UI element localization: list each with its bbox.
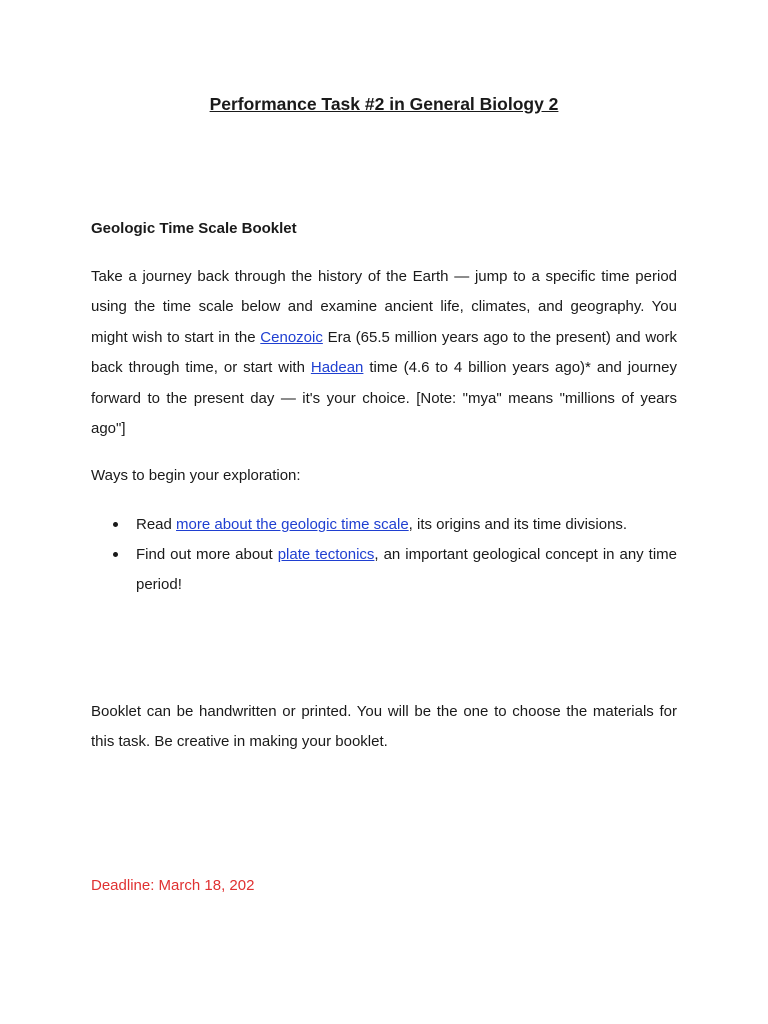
bullet-icon <box>113 522 118 527</box>
booklet-note: Booklet can be handwritten or printed. You will be the one to choose the materials for this task. Be creative in making your booklet. <box>91 703 677 751</box>
intro-text-1: Take a journey back through the history of the Earth — jump to a specific time period using the time scale below and examine ancient life, climates, and geography. You might wish to start in the <box>91 268 677 346</box>
bullet-icon <box>113 552 118 557</box>
bullet-prefix: Read <box>136 516 177 533</box>
deadline-text: Deadline: March 18, 202 <box>91 877 255 894</box>
list-item <box>91 510 677 540</box>
plate-tectonics-link[interactable]: plate tectonics <box>277 545 375 563</box>
geologic-time-scale-link[interactable]: more about the geologic time scale <box>176 516 409 533</box>
intro-text-3: time (4.6 to 4 billion years ago)* and journey forward to the present day — it's your choice. [Note: "mya" means "millions of years ago"] <box>91 359 677 438</box>
intro-text-2: Era (65.5 million years ago to the present) and work back through time, or start with <box>91 328 677 377</box>
document-title: Performance Task #2 in General Biology 2 <box>209 94 559 114</box>
exploration-list <box>91 510 677 599</box>
list-item <box>91 540 677 600</box>
bullet-prefix: Find out more about <box>136 545 278 563</box>
hadean-link[interactable]: Hadean <box>310 359 364 377</box>
ways-heading: Ways to begin your exploration: <box>91 467 301 484</box>
bullet-suffix: , an important geological concept in any time period! <box>136 545 677 593</box>
cenozoic-link[interactable]: Cenozoic <box>260 328 323 346</box>
section-heading: Geologic Time Scale Booklet <box>91 220 297 237</box>
bullet-suffix: , its origins and its time divisions. <box>408 516 628 533</box>
intro-paragraph <box>91 262 677 444</box>
